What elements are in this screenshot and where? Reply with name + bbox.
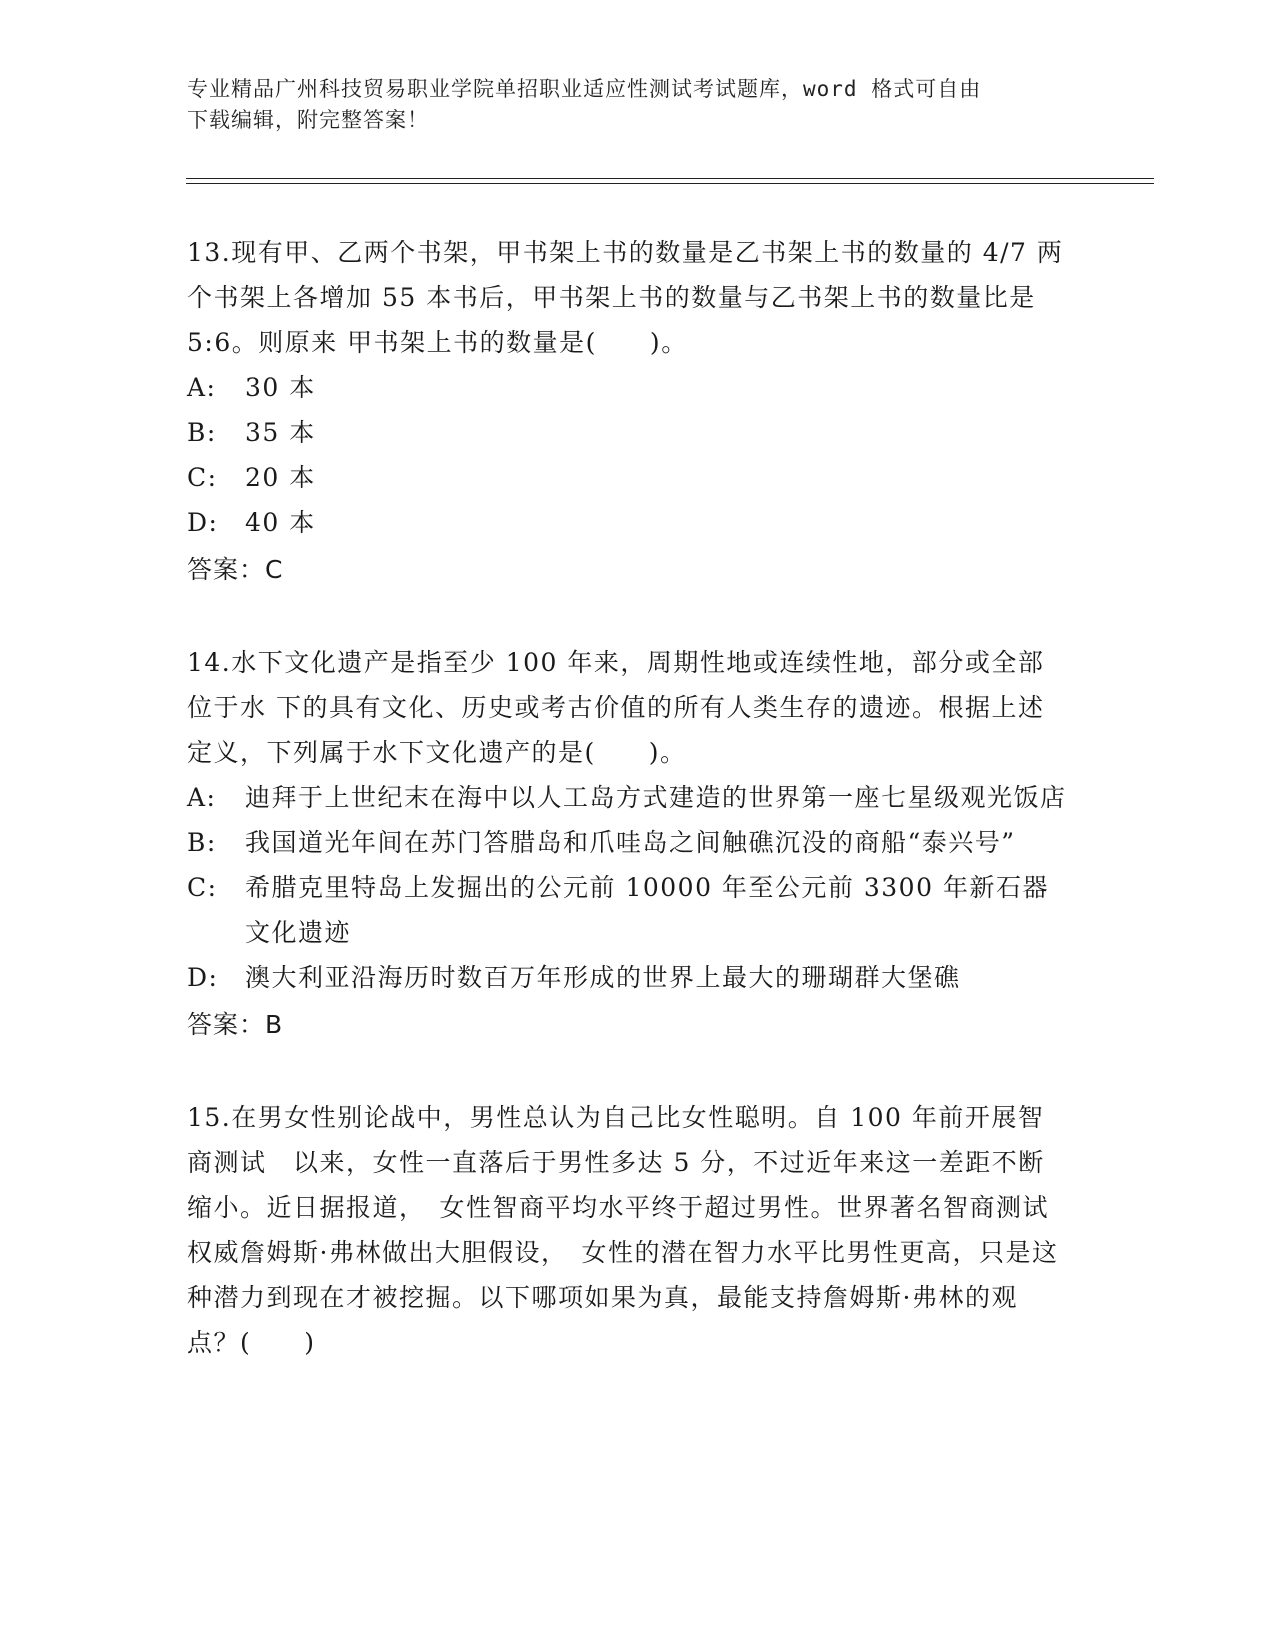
option-b [187, 820, 1067, 865]
option-text: 20 本 [245, 463, 316, 492]
question-list [187, 230, 1067, 1413]
option-text: 35 本 [245, 418, 316, 447]
question-text: 13.现有甲、乙两个书架，甲书架上书的数量是乙书架上书的数量的 4/7 两个书架上各增加 55 本书后，甲书架上书的数量与乙书架上书的数量比是 5:6。则原来 甲书架上书的数量是( )。 [187, 238, 1064, 357]
option-b [187, 410, 1067, 455]
question-text: 14.水下文化遗产是指至少 100 年来，周期性地或连续性地，部分或全部位于水 下的具有文化、历史或考古价值的所有人类生存的遗迹。根据上述定义，下列属于水下文化遗产的是( )。 [187, 648, 1045, 767]
question-15 [187, 1095, 1067, 1365]
option-letter: D: [187, 508, 219, 537]
answer-line: 答案：C [187, 555, 284, 584]
header-rule-top [186, 178, 1154, 179]
option-letter: A: [187, 783, 217, 812]
question-text: 15.在男女性别论战中，男性总认为自己比女性聪明。自 100 年前开展智商测试 以来，女性一直落后于男性多达 5 分，不过近年来这一差距不断缩小。近日据报道， 女性智商平均水平终于超过男性。世界著名智商测试权威詹姆斯·弗林做出大胆假设， 女性的潜在智力水平比男性更高，只是这种潜力到现在才被挖掘。以下哪项如果为真，最能支持詹姆斯·弗林的观点？( ) [187, 1103, 1059, 1357]
question-14 [187, 640, 1067, 1047]
header-rule-bottom [186, 183, 1154, 184]
option-letter: C: [187, 463, 218, 492]
option-text: 40 本 [245, 508, 316, 537]
option-text: 希腊克里特岛上发掘出的公元前 10000 年至公元前 3300 年新石器文化遗迹 [245, 873, 1049, 947]
option-text: 30 本 [245, 373, 316, 402]
option-a [187, 365, 1067, 410]
option-letter: B: [187, 418, 217, 447]
option-letter: D: [187, 963, 219, 992]
option-text: 澳大利亚沿海历时数百万年形成的世界上最大的珊瑚群大堡礁 [245, 963, 961, 992]
option-text: 迪拜于上世纪末在海中以人工岛方式建造的世界第一座七星级观光饭店 [245, 783, 1067, 812]
option-text: 我国道光年间在苏门答腊岛和爪哇岛之间触礁沉没的商船“泰兴号” [245, 828, 1016, 857]
answer-line: 答案：B [187, 1010, 284, 1039]
option-d [187, 955, 1067, 1000]
header-line-2: 下载编辑，附完整答案！ [187, 108, 429, 132]
header-line-1: 专业精品广州科技贸易职业学院单招职业适应性测试考试题库，word 格式可自由 [187, 77, 982, 101]
question-13 [187, 230, 1067, 592]
page-header [187, 74, 1067, 136]
option-letter: B: [187, 828, 217, 857]
option-letter: A: [187, 373, 217, 402]
option-c [187, 865, 1067, 955]
option-d [187, 500, 1067, 545]
option-c [187, 455, 1067, 500]
option-a [187, 775, 1067, 820]
option-letter: C: [187, 873, 218, 902]
